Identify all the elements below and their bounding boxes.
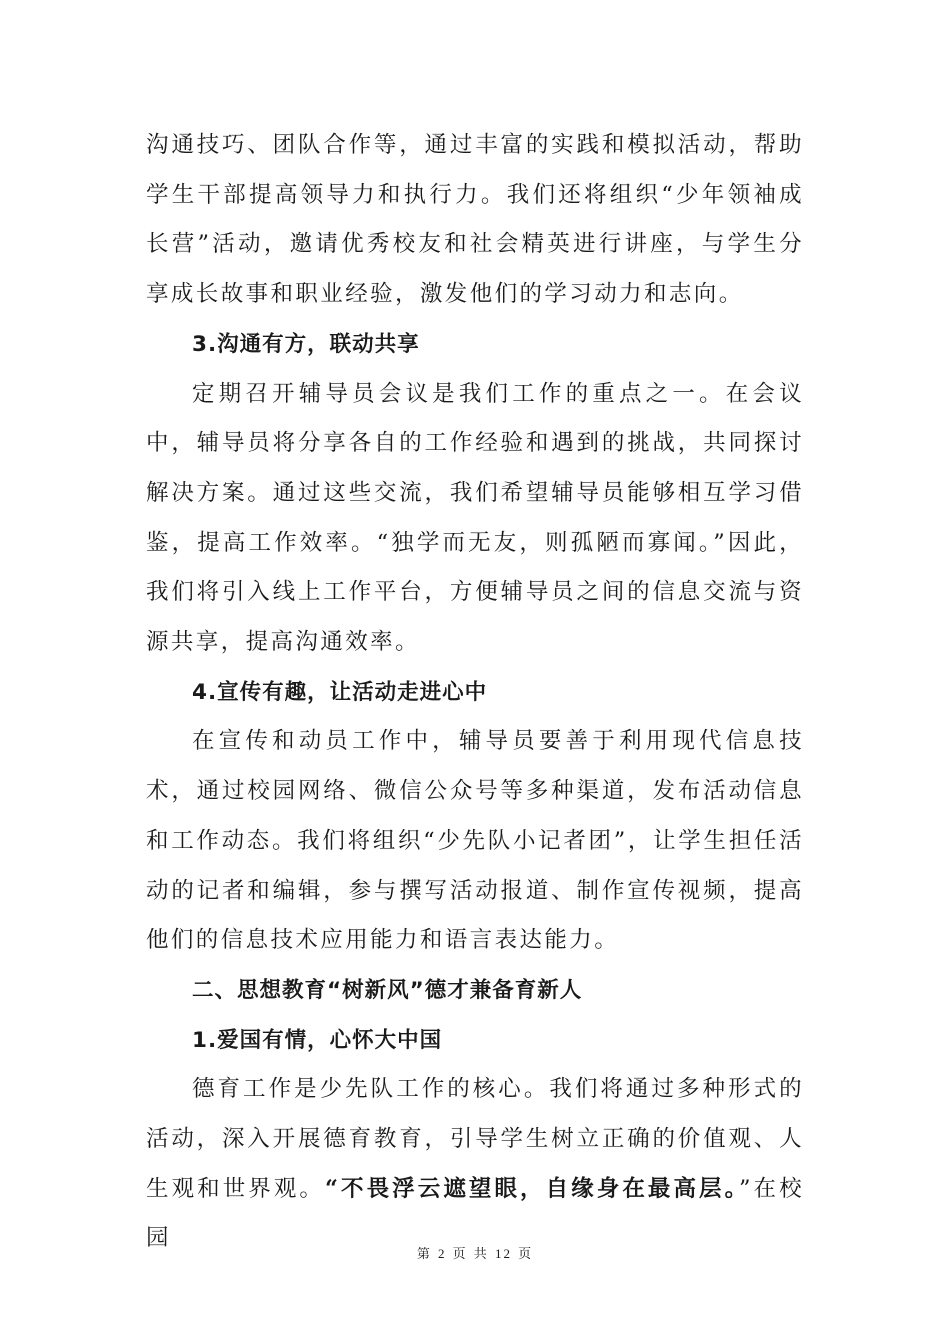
page-footer: [0, 1243, 950, 1262]
poem-quote: “不畏浮云遮望眼，自缘身在最高层。: [325, 1175, 739, 1202]
paragraph-moral-education: [146, 1065, 804, 1264]
moral-education-text: 德育工作是少先队工作的核心。我们将通过多种形式的活动，深入开展德育教育，引导学生树立正确的价值观、人生观和世界观。: [146, 1076, 804, 1202]
footer-page-number: 2: [438, 1246, 447, 1261]
footer-suffix: 页: [518, 1247, 534, 1262]
footer-prefix: 第: [416, 1247, 432, 1262]
moral-education-continuation: ”在校园: [146, 1175, 805, 1252]
paragraph-publicity: 在宣传和动员工作中，辅导员要善于利用现代信息技术，通过校园网络、微信公众号等多种渠道，发布活动信息和工作动态。我们将组织“少先队小记者团”，让学生担任活动的记者和编辑，参与撰写活动报道、制作宣传视频，提高他们的信息技术应用能力和语言表达能力。: [146, 728, 804, 954]
section-heading-ideology: 二、思想教育“树新风”德才兼备育新人: [192, 977, 583, 1003]
footer-middle: 页 共: [452, 1247, 489, 1262]
heading-patriotism: 1.爱国有情，心怀大中国: [192, 1027, 443, 1053]
heading-communication: 3.沟通有方，联动共享: [192, 331, 420, 357]
footer-total-pages: 12: [494, 1246, 512, 1261]
document-body: [146, 121, 804, 1264]
paragraph-counselor-meeting: 定期召开辅导员会议是我们工作的重点之一。在会议中，辅导员将分享各自的工作经验和遇到的挑战，共同探讨解决方案。通过这些交流，我们希望辅导员能够相互学习借鉴，提高工作效率。“独学而无友，则孤陋而寡闻。”因此，我们将引入线上工作平台，方便辅导员之间的信息交流与资源共享，提高沟通效率。: [146, 380, 804, 656]
heading-publicity: 4.宣传有趣，让活动走进心中: [192, 679, 488, 705]
paragraph-leadership: 沟通技巧、团队合作等，通过丰富的实践和模拟活动，帮助学生干部提高领导力和执行力。我们还将组织“少年领袖成长营”活动，邀请优秀校友和社会精英进行讲座，与学生分享成长故事和职业经验，激发他们的学习动力和志向。: [146, 132, 804, 308]
